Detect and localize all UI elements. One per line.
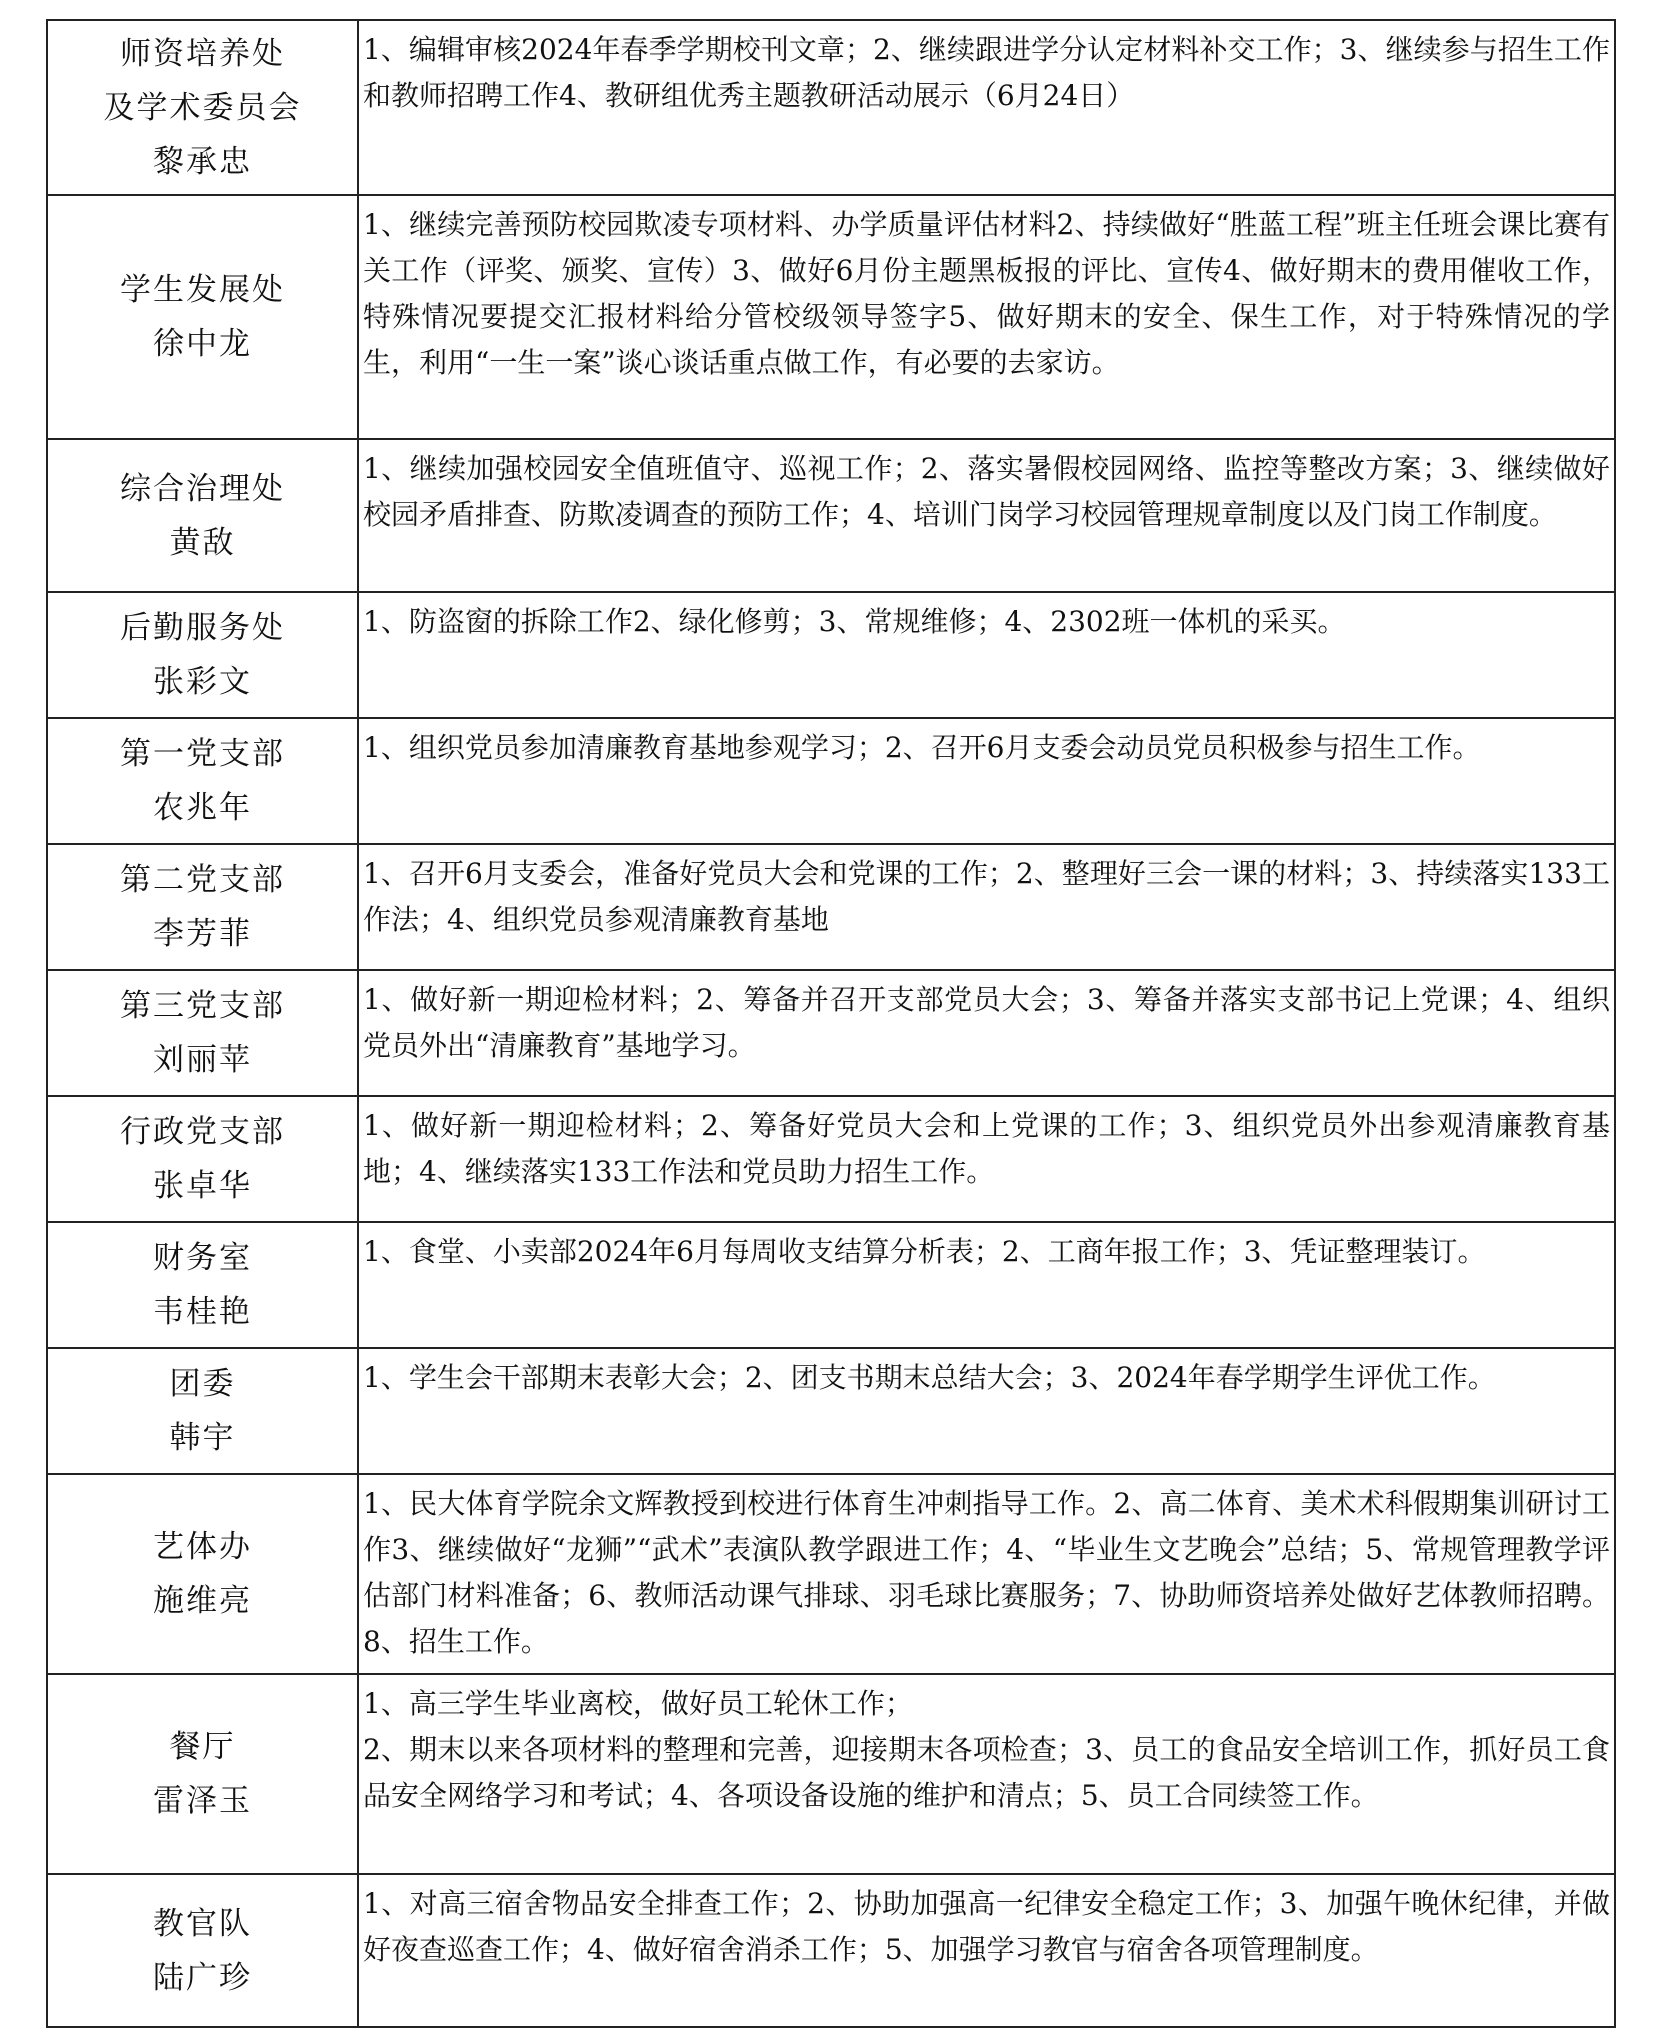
- department-name: 行政党支部: [120, 1114, 285, 1150]
- table-row: [47, 439, 1615, 592]
- tasks-cell: [358, 844, 1615, 970]
- department-name: 综合治理处: [120, 470, 285, 507]
- department-cell: [47, 844, 358, 970]
- department-cell: [47, 970, 358, 1096]
- tasks-cell: [358, 1874, 1615, 2027]
- department-cell: [47, 439, 358, 592]
- department-name: 第三党支部: [120, 988, 285, 1024]
- task-text: 1、召开6月支委会，准备好党员大会和党课的工作；2、整理好三会一课的材料；3、持续落实133工作法；4、组织党员参观清廉教育基地: [363, 857, 1610, 936]
- department-name: 后勤服务处: [120, 610, 285, 646]
- task-text: 1、民大体育学院余文辉教授到校进行体育生冲刺指导工作。2、高二体育、美术术科假期集训研讨工作3、继续做好“龙狮”“武术”表演队教学跟进工作；4、“毕业生文艺晚会”总结；5、常规管理教学评估部门材料准备；6、教师活动课气排球、羽毛球比赛服务；7、协助师资培养处做好艺体教师招聘。8、招生工作。: [363, 1487, 1610, 1658]
- task-text: 1、继续加强校园安全值班值守、巡视工作；2、落实暑假校园网络、监控等整改方案；3、继续做好校园矛盾排查、防欺凌调查的预防工作；4、培训门岗学习校园管理规章制度以及门岗工作制度。: [363, 452, 1610, 531]
- table-row: [47, 592, 1615, 718]
- task-text: 1、继续完善预防校园欺凌专项材料、办学质量评估材料2、持续做好“胜蓝工程”班主任班会课比赛有关工作（评奖、颁奖、宣传）3、做好6月份主题黑板报的评比、宣传4、做好期末的费用催收工作，特殊情况要提交汇报材料给分管校级领导签字5、做好期末的安全、保生工作，对于特殊情况的学生，利用“一生一案”谈心谈话重点做工作，有必要的去家访。: [363, 208, 1610, 379]
- task-text: 1、组织党员参加清廉教育基地参观学习；2、召开6月支委会动员党员积极参与招生工作。: [363, 731, 1481, 764]
- tasks-cell: [358, 1674, 1615, 1874]
- department-cell: [47, 1348, 358, 1474]
- tasks-cell: [358, 195, 1615, 439]
- department-name: 学生发展处: [120, 272, 285, 308]
- tasks-cell: [358, 970, 1615, 1096]
- table-row: [47, 970, 1615, 1096]
- tasks-cell: [358, 1096, 1615, 1222]
- department-name: 第一党支部: [120, 736, 285, 772]
- department-name: 及学术委员会: [103, 89, 302, 126]
- department-cell: [47, 592, 358, 718]
- person-in-charge: 韦桂艳: [153, 1294, 252, 1330]
- department-cell: [47, 1474, 358, 1674]
- task-text: 1、高三学生毕业离校，做好员工轮休工作；: [363, 1687, 913, 1720]
- department-cell: [47, 718, 358, 844]
- person-in-charge: 黄敌: [169, 524, 236, 561]
- person-in-charge: 韩宇: [169, 1420, 236, 1456]
- work-plan-body: [47, 20, 1615, 2027]
- department-name: 餐厅: [169, 1729, 236, 1765]
- table-row: [47, 1096, 1615, 1222]
- person-in-charge: 李芳菲: [153, 916, 252, 952]
- department-name: 第二党支部: [120, 862, 285, 898]
- person-in-charge: 张彩文: [153, 664, 252, 700]
- department-name: 艺体办: [153, 1529, 252, 1565]
- task-text: 1、编辑审核2024年春季学期校刊文章；2、继续跟进学分认定材料补交工作；3、继续参与招生工作和教师招聘工作4、教研组优秀主题教研活动展示（6月24日）: [363, 33, 1610, 112]
- task-text: 1、食堂、小卖部2024年6月每周收支结算分析表；2、工商年报工作；3、凭证整理装订。: [363, 1235, 1486, 1268]
- table-row: [47, 718, 1615, 844]
- department-cell: [47, 1222, 358, 1348]
- tasks-cell: [358, 592, 1615, 718]
- department-cell: [47, 1096, 358, 1222]
- department-cell: [47, 1674, 358, 1874]
- person-in-charge: 施维亮: [153, 1583, 252, 1619]
- table-row: [47, 1474, 1615, 1674]
- tasks-cell: [358, 20, 1615, 195]
- task-text: 1、学生会干部期末表彰大会；2、团支书期末总结大会；3、2024年春学期学生评优工作。: [363, 1361, 1496, 1394]
- department-cell: [47, 20, 358, 195]
- work-plan-table: [46, 19, 1616, 2028]
- task-text: 1、对高三宿舍物品安全排查工作；2、协助加强高一纪律安全稳定工作；3、加强午晚休纪律，并做好夜查巡查工作；4、做好宿舍消杀工作；5、加强学习教官与宿舍各项管理制度。: [363, 1887, 1610, 1966]
- table-row: [47, 195, 1615, 439]
- department-cell: [47, 195, 358, 439]
- table-row: [47, 1348, 1615, 1474]
- tasks-cell: [358, 439, 1615, 592]
- department-name: 教官队: [153, 1905, 252, 1942]
- task-text: 1、防盗窗的拆除工作2、绿化修剪；3、常规维修；4、2302班一体机的采买。: [363, 605, 1346, 638]
- person-in-charge: 陆广珍: [153, 1959, 252, 1996]
- table-row: [47, 844, 1615, 970]
- person-in-charge: 黎承忠: [153, 143, 252, 180]
- task-text: 1、做好新一期迎检材料；2、筹备好党员大会和上党课的工作；3、组织党员外出参观清廉教育基地；4、继续落实133工作法和党员助力招生工作。: [363, 1109, 1610, 1188]
- department-name: 团委: [169, 1366, 236, 1402]
- department-name: 师资培养处: [120, 35, 285, 72]
- tasks-cell: [358, 1348, 1615, 1474]
- table-row: [47, 20, 1615, 195]
- tasks-cell: [358, 1222, 1615, 1348]
- table-row: [47, 1222, 1615, 1348]
- tasks-cell: [358, 718, 1615, 844]
- person-in-charge: 雷泽玉: [153, 1783, 252, 1819]
- person-in-charge: 徐中龙: [153, 326, 252, 362]
- task-text: 2、期末以来各项材料的整理和完善，迎接期末各项检查；3、员工的食品安全培训工作，抓好员工食品安全网络学习和考试；4、各项设备设施的维护和清点；5、员工合同续签工作。: [363, 1733, 1610, 1812]
- person-in-charge: 张卓华: [153, 1168, 252, 1204]
- department-cell: [47, 1874, 358, 2027]
- person-in-charge: 刘丽苹: [153, 1042, 252, 1078]
- table-row: [47, 1674, 1615, 1874]
- task-text: 1、做好新一期迎检材料；2、筹备并召开支部党员大会；3、筹备并落实支部书记上党课；4、组织党员外出“清廉教育”基地学习。: [363, 983, 1610, 1062]
- department-name: 财务室: [153, 1240, 252, 1276]
- table-row: [47, 1874, 1615, 2027]
- tasks-cell: [358, 1474, 1615, 1674]
- person-in-charge: 农兆年: [153, 790, 252, 826]
